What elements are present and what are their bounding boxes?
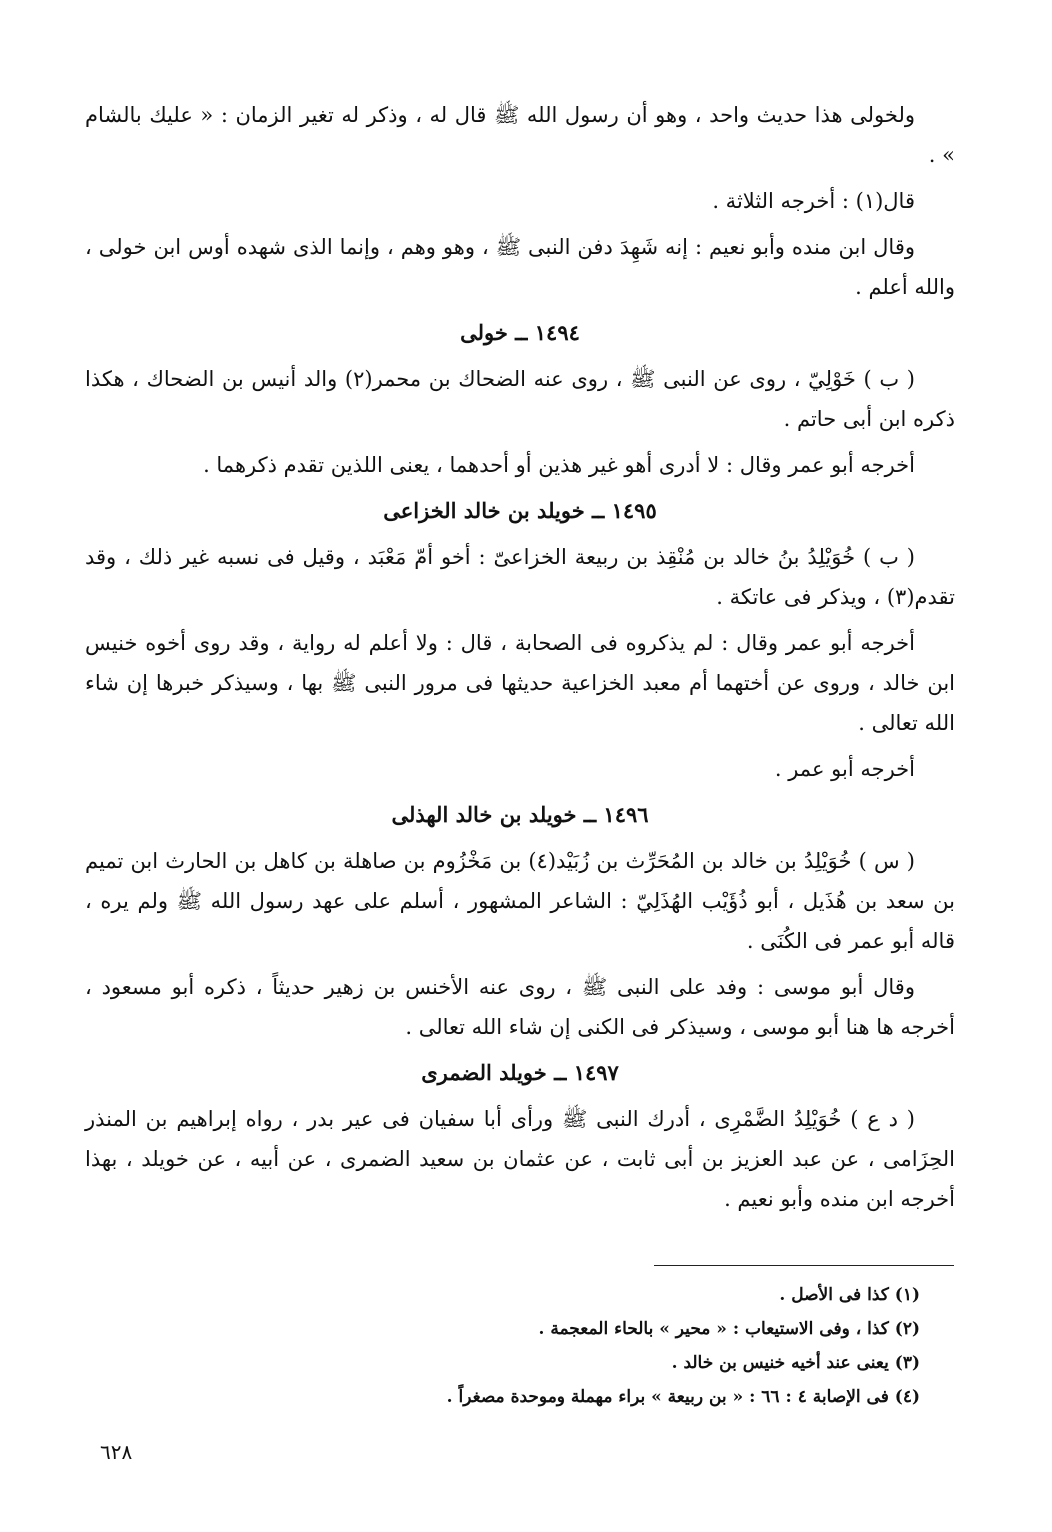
entry-heading-1497: ١٤٩٧ ــ خويلد الضمرى xyxy=(421,1060,619,1085)
paragraph: أخرجه أبو عمر وقال : لا أدرى أهو غير هذين أو أحدهما ، يعنى اللذين تقدم ذكرهما . xyxy=(203,453,915,477)
entry-heading-1495: ١٤٩٥ ــ خويلد بن خالد الخزاعى xyxy=(383,498,657,523)
paragraph: ( د ع ) خُوَيْلِدُ الضَّمْرِى ، أدرك النبى ﷺ ورأى أبا سفيان فى عير بدر ، رواه إبراهيم بن المنذر الحِزَامى ، عن عبد العزيز بن أبى ثابت ، عن عثمان بن سعيد الضمرى ، عن أبيه ، عن خويلد ، بهذا أخرجه ابن منده وأبو نعيم . xyxy=(85,1107,955,1211)
paragraph: ولخولى هذا حديث واحد ، وهو أن رسول الله ﷺ قال له ، وذكر له تغير الزمان : « عليك بالشام » . xyxy=(85,103,955,167)
footnote: (٣) يعنى عند أخيه خنيس بن خالد . xyxy=(671,1353,920,1373)
footnotes xyxy=(300,1278,920,1414)
paragraph: قال(١) : أخرجه الثلاثة . xyxy=(712,189,915,213)
paragraph: وقال أبو موسى : وفد على النبى ﷺ ، روى عنه الأخنس بن زهير حديثاً ، ذكره أبو مسعود ، أخرجه ها هنا أبو موسى ، وسيذكر فى الكنى إن شاء الله تعالى . xyxy=(85,975,955,1039)
page-number: ٦٢٨ xyxy=(100,1440,133,1464)
page-body xyxy=(85,95,955,1225)
paragraph: أخرجه أبو عمر . xyxy=(774,757,915,781)
paragraph: أخرجه أبو عمر وقال : لم يذكروه فى الصحابة ، قال : ولا أعلم له رواية ، وقد روى أخوه خنيس ابن خالد ، وروى عن أختهما أم معبد الخزاعية حديثها فى مرور النبى ﷺ بها ، وسيذكر خبرها إن شاء الله تعالى . xyxy=(85,631,955,735)
paragraph: ( ب ) خَوْلِيّ ، روى عن النبى ﷺ ، روى عنه الضحاك بن محمر(٢) والد أنيس بن الضحاك ، هكذا ذكره ابن أبى حاتم . xyxy=(85,367,955,431)
paragraph: ( ب ) خُوَيْلِدُ بنُ خالد بن مُنْقِذ بن ربيعة الخزاعىّ : أخو أمّ مَعْبَد ، وقيل فى نسبه غير ذلك ، وقد تقدم(٣) ، ويذكر فى عاتكة . xyxy=(85,545,955,609)
entry-heading-1494: ١٤٩٤ ــ خولى xyxy=(460,320,580,345)
paragraph: ( س ) خُوَيْلِدُ بن خالد بن المُحَرِّث بن زُبَيْد(٤) بن مَخْزُوم بن صاهلة بن كاهل بن الحارث ابن تميم بن سعد بن هُذَيل ، أبو ذُؤَيْب الهُذَلِيّ : الشاعر المشهور ، أسلم على عهد رسول الله ﷺ ولم يره ، قاله أبو عمر فى الكُنَى . xyxy=(85,849,955,953)
footnote: (٤) فى الإصابة ٤ : ٦٦ : « بن ربيعة » براء مهملة وموحدة مصغراً . xyxy=(446,1387,920,1407)
paragraph: وقال ابن منده وأبو نعيم : إنه شَهِدَ دفن النبى ﷺ ، وهو وهم ، وإنما الذى شهده أوس ابن خولى ، والله أعلم . xyxy=(85,235,955,299)
footnote-divider xyxy=(654,1265,954,1266)
footnote: (١) كذا فى الأصل . xyxy=(779,1285,920,1305)
footnote: (٢) كذا ، وفى الاستيعاب : « محير » بالحاء المعجمة . xyxy=(538,1319,920,1339)
entry-heading-1496: ١٤٩٦ ــ خويلد بن خالد الهذلى xyxy=(391,802,649,827)
